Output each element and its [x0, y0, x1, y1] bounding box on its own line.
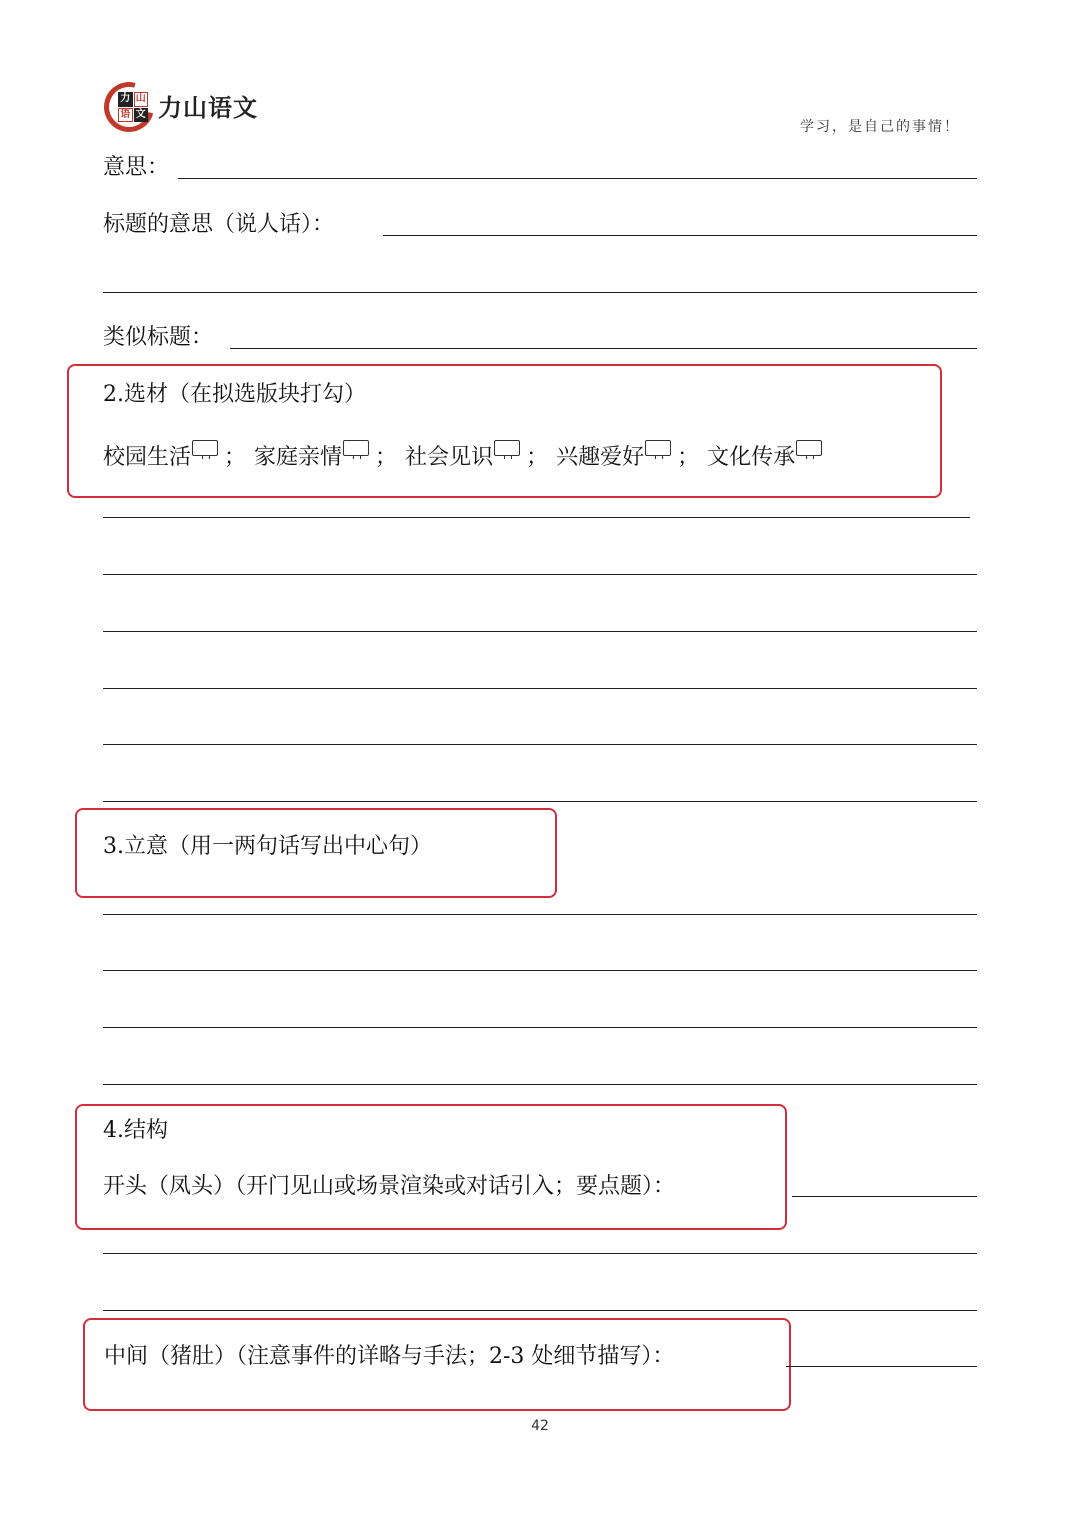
option-hobbies [556, 440, 673, 472]
option-family [254, 440, 371, 472]
theme-heading: 3.立意（用一两句话写出中心句） [103, 834, 432, 859]
logo-mark [118, 92, 148, 122]
structure-section-box [75, 1104, 787, 1230]
material-answer-line[interactable] [103, 631, 977, 632]
option-society [405, 440, 522, 472]
separator: ； [375, 445, 398, 470]
middle-label: 中间（猪肚）（注意事件的详略与手法；2-3 处细节描写）： [104, 1344, 675, 1369]
logo-char-4: 文 [134, 108, 149, 123]
option-label: 家庭亲情 [254, 445, 343, 470]
material-answer-line[interactable] [103, 744, 977, 745]
theme-answer-line[interactable] [103, 1027, 977, 1028]
title-meaning-answer-line-2[interactable] [103, 292, 977, 293]
meaning-label: 意思： [103, 155, 170, 180]
checkbox[interactable] [192, 440, 218, 456]
checkbox[interactable] [796, 440, 822, 456]
option-label: 校园生活 [103, 445, 192, 470]
opening-answer-line-2[interactable] [103, 1253, 977, 1254]
material-answer-line[interactable] [103, 517, 970, 518]
logo-char-1: 力 [118, 92, 133, 107]
material-answer-line[interactable] [103, 801, 977, 802]
similar-title-answer-line[interactable] [230, 348, 977, 349]
theme-answer-line[interactable] [103, 914, 977, 915]
theme-answer-line[interactable] [103, 1084, 977, 1085]
similar-title-label: 类似标题： [103, 325, 214, 350]
logo-char-3: 语 [118, 108, 133, 123]
opening-answer-line-3[interactable] [103, 1310, 977, 1311]
option-label: 社会见识 [405, 445, 494, 470]
checkbox[interactable] [343, 440, 369, 456]
separator: ； [677, 445, 700, 470]
logo-char-2: 山 [134, 92, 149, 107]
theme-answer-line[interactable] [103, 970, 977, 971]
title-meaning-label: 标题的意思（说人话）： [103, 212, 335, 237]
option-label: 文化传承 [707, 445, 796, 470]
checkbox[interactable] [494, 440, 520, 456]
option-label: 兴趣爱好 [556, 445, 645, 470]
page-number: 42 [531, 1418, 549, 1434]
opening-answer-line[interactable] [792, 1196, 977, 1197]
brand-logo [104, 82, 264, 134]
material-heading: 2.选材（在拟选版块打勾） [103, 382, 366, 407]
separator: ； [224, 445, 247, 470]
opening-label: 开头（凤头）（开门见山或场景渲染或对话引入；要点题）： [103, 1174, 676, 1199]
slogan: 学习，是自己的事情！ [800, 119, 960, 135]
separator: ； [526, 445, 549, 470]
checkbox[interactable] [645, 440, 671, 456]
option-campus-life [103, 440, 220, 472]
middle-answer-line[interactable] [786, 1366, 977, 1367]
meaning-answer-line[interactable] [178, 178, 977, 179]
material-answer-line[interactable] [103, 574, 977, 575]
title-meaning-answer-line[interactable] [383, 235, 977, 236]
brand-name: 力山语文 [158, 94, 258, 122]
structure-heading: 4.结构 [103, 1118, 168, 1143]
option-culture [707, 440, 824, 472]
material-answer-line[interactable] [103, 688, 977, 689]
material-options-row [103, 440, 824, 472]
